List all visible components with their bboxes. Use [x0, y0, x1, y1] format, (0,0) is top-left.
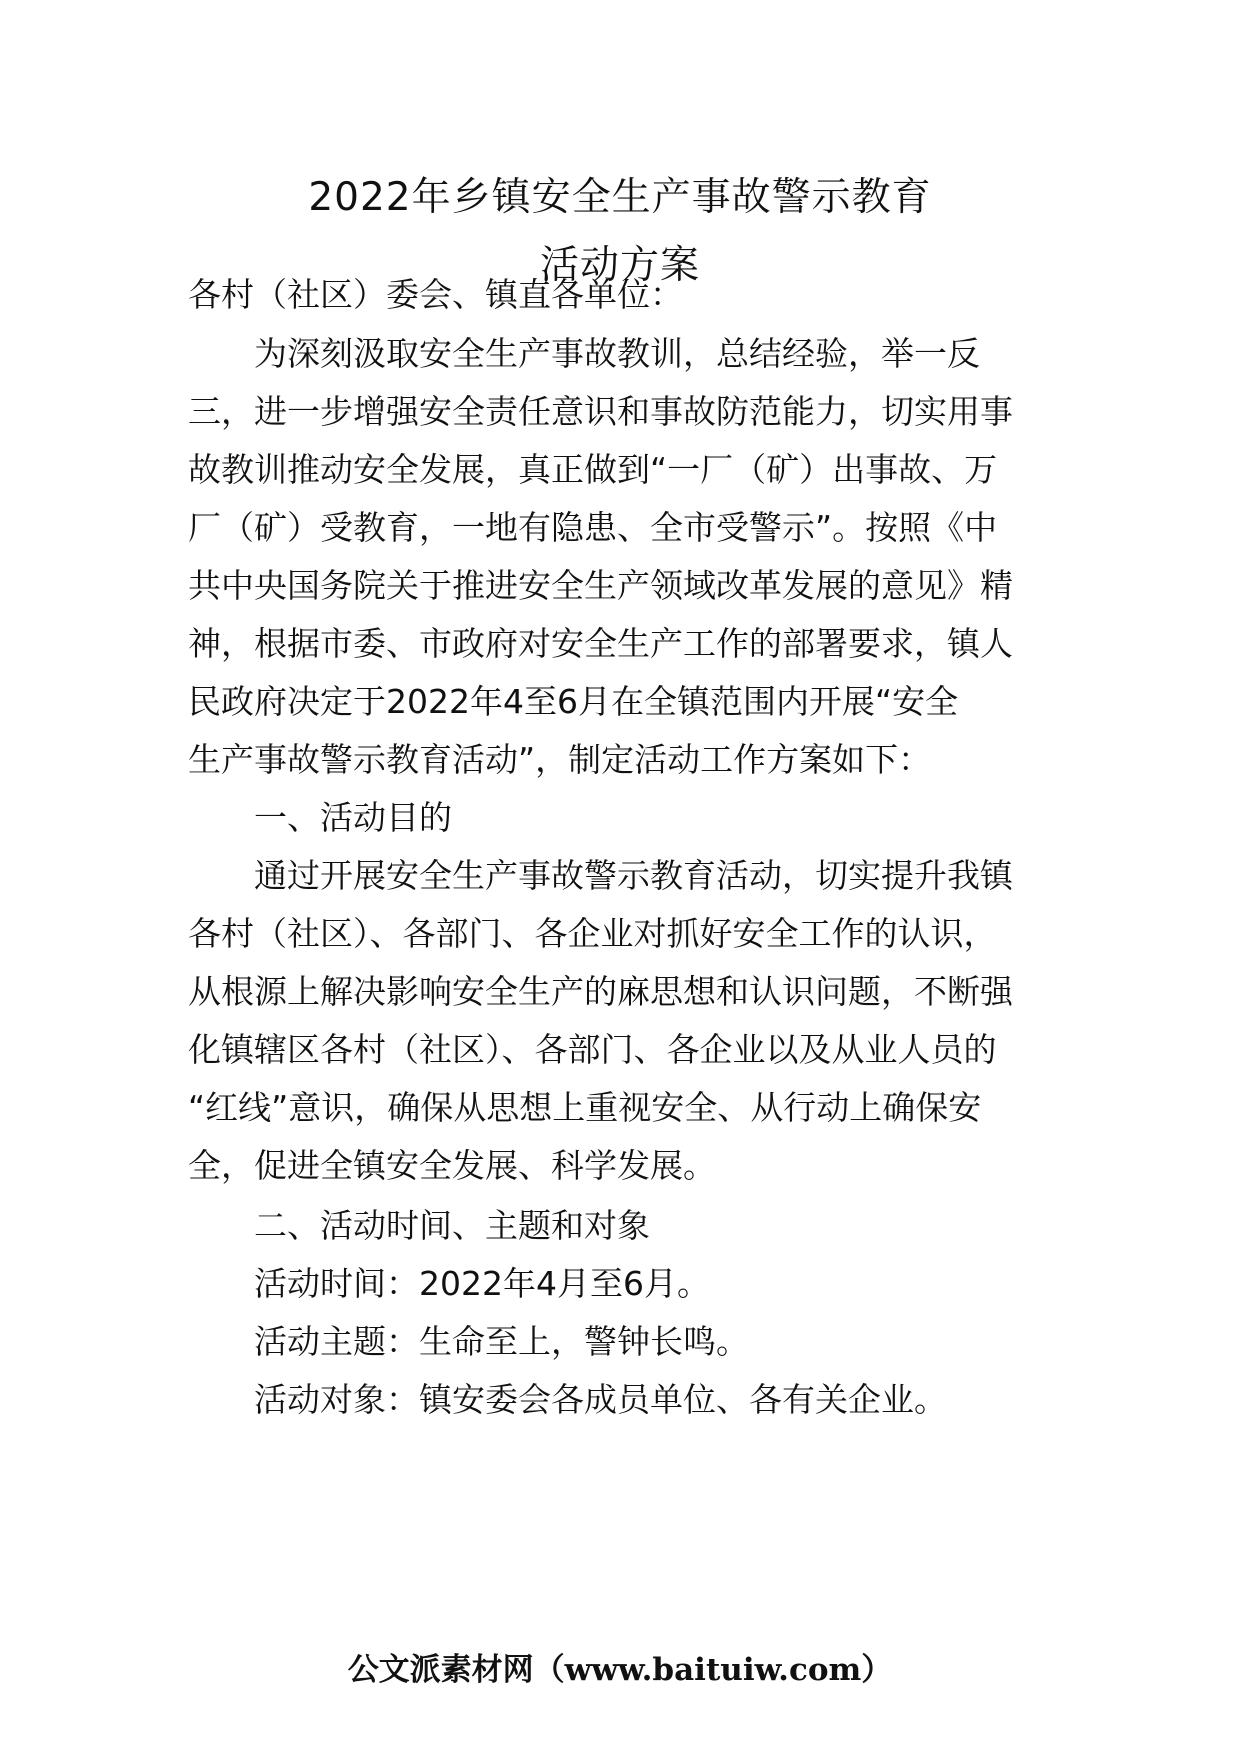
- intro-line: 民政府决定于2022年4至6月在全镇范围内开展“安全: [188, 682, 959, 721]
- footer-watermark: 公文派素材网（www.baituiw.com）: [347, 1652, 893, 1688]
- document-title-line-2: 活动方案: [539, 243, 700, 288]
- section-1-line: 各村（社区）、各部门、各企业对抓好安全工作的认识，: [188, 914, 997, 953]
- intro-line: 三，进一步增强安全责任意识和事故防范能力，切实用事: [188, 392, 1013, 431]
- section-1-line: 通过开展安全生产事故警示教育活动，切实提升我镇: [254, 856, 1013, 895]
- activity-target: 活动对象：镇安委会各成员单位、各有关企业。: [254, 1380, 947, 1419]
- intro-line: 神，根据市委、市政府对安全生产工作的部署要求，镇人: [188, 624, 1013, 663]
- intro-line: 故教训推动安全发展，真正做到“一厂（矿）出事故、万: [188, 450, 998, 489]
- section-1-heading: 一、活动目的: [254, 798, 452, 837]
- salutation: 各村（社区）委会、镇直各单位：: [188, 275, 683, 314]
- section-2-heading: 二、活动时间、主题和对象: [254, 1206, 650, 1245]
- document-title-line-1: 2022年乡镇安全生产事故警示教育: [308, 175, 932, 220]
- activity-time: 活动时间：2022年4月至6月。: [254, 1264, 710, 1303]
- section-1-line: 全，促进全镇安全发展、科学发展。: [188, 1146, 716, 1185]
- intro-line: 厂（矿）受教育，一地有隐患、全市受警示”。按照《中: [188, 508, 998, 547]
- activity-theme: 活动主题：生命至上，警钟长鸣。: [254, 1322, 749, 1361]
- intro-line: 为深刻汲取安全生产事故教训，总结经验，举一反: [254, 334, 980, 373]
- intro-line: 共中央国务院关于推进安全生产领域改革发展的意见》精: [188, 566, 1013, 605]
- intro-line: 生产事故警示教育活动”，制定活动工作方案如下：: [188, 740, 932, 779]
- section-1-line: 化镇辖区各村（社区）、各部门、各企业以及从业人员的: [188, 1030, 997, 1069]
- section-1-line: “红线”意识，确保从思想上重视安全、从行动上确保安: [188, 1088, 982, 1127]
- section-1-line: 从根源上解决影响安全生产的麻思想和认识问题，不断强: [188, 972, 1013, 1011]
